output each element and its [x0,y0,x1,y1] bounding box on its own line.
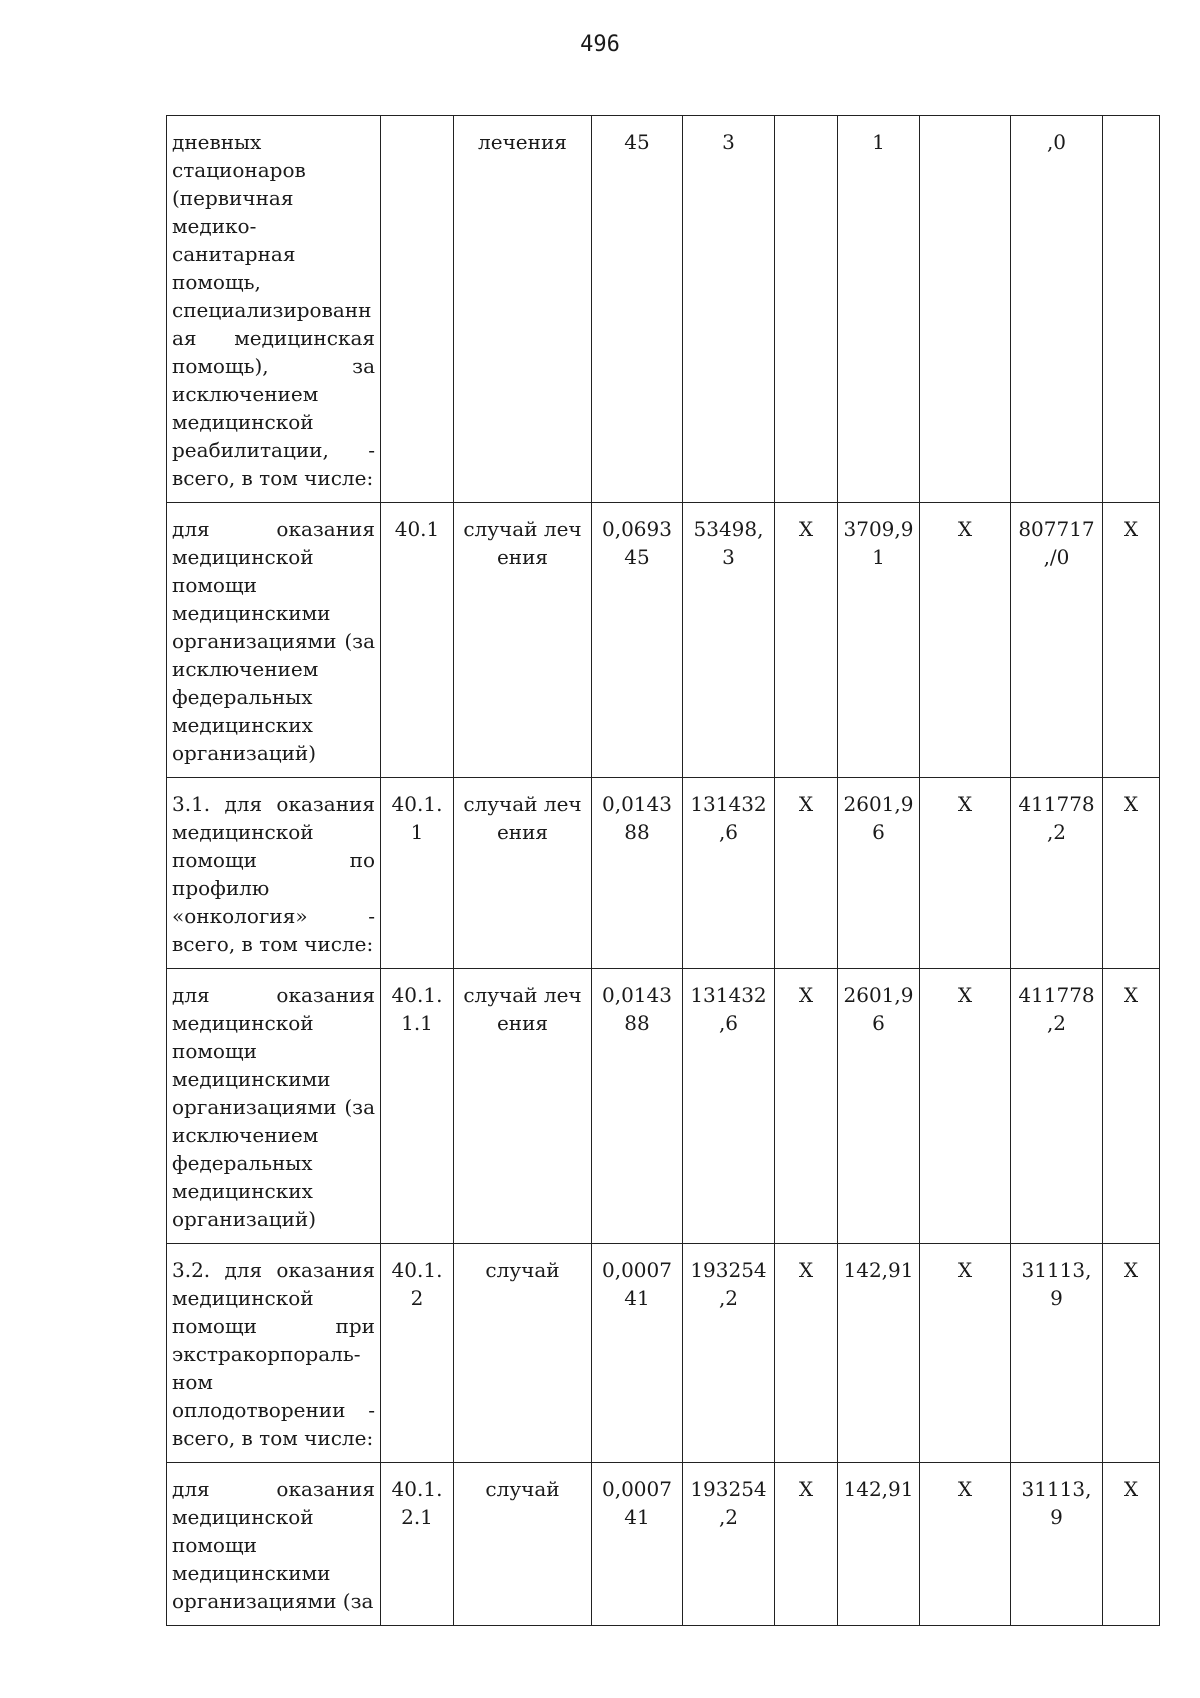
row-code [381,116,454,503]
row-cell-5: 3 [683,116,775,503]
row-unit: случай [454,1463,592,1626]
row-cell-4: 0,0007 41 [592,1244,683,1463]
row-description: дневных стационаров (первичная медико-санитарная помощь, специализированн ая медицинская помощь), за исключением медицинской реабилитации, - всего, в том числе: [167,116,381,503]
page-number: 496 [580,32,620,57]
row-cell-7: 2601,9 6 [838,969,920,1244]
row-cell-8: X [920,503,1011,778]
row-cell-10: X [1103,1244,1160,1463]
table-row [167,969,1160,1244]
table-row [167,1244,1160,1463]
row-code: 40.1. 2.1 [381,1463,454,1626]
row-cell-7: 2601,9 6 [838,778,920,969]
row-unit: случай [454,1244,592,1463]
row-cell-5: 193254 ,2 [683,1463,775,1626]
row-cell-10: X [1103,503,1160,778]
row-code: 40.1. 2 [381,1244,454,1463]
row-cell-9: ,0 [1011,116,1103,503]
row-cell-4: 0,0007 41 [592,1463,683,1626]
row-cell-9: 411778 ,2 [1011,969,1103,1244]
row-description: для оказания медицинской помощи медицинскими организациями (за исключением федеральных медицинских организаций) [167,503,381,778]
row-cell-6: X [775,969,838,1244]
row-cell-7: 142,91 [838,1244,920,1463]
row-cell-10: X [1103,969,1160,1244]
row-cell-5: 193254 ,2 [683,1244,775,1463]
row-cell-9: 411778 ,2 [1011,778,1103,969]
table-row [167,778,1160,969]
row-unit: случай лечения [454,778,592,969]
row-cell-6 [775,116,838,503]
row-cell-10: X [1103,778,1160,969]
data-table [166,115,1160,1626]
row-cell-4: 0,0143 88 [592,969,683,1244]
row-cell-9: 31113, 9 [1011,1244,1103,1463]
table-row [167,1463,1160,1626]
row-cell-10: X [1103,1463,1160,1626]
row-description: для оказания медицинской помощи медицинскими организациями (за [167,1463,381,1626]
row-cell-6: X [775,778,838,969]
row-cell-5: 131432 ,6 [683,778,775,969]
row-cell-5: 131432 ,6 [683,969,775,1244]
row-unit: случай лечения [454,969,592,1244]
row-cell-4: 45 [592,116,683,503]
row-cell-6: X [775,1463,838,1626]
row-cell-7: 1 [838,116,920,503]
row-cell-4: 0,0693 45 [592,503,683,778]
row-cell-6: X [775,503,838,778]
row-cell-7: 3709,9 1 [838,503,920,778]
row-cell-7: 142,91 [838,1463,920,1626]
row-cell-9: 807717 ,/0 [1011,503,1103,778]
row-cell-4: 0,0143 88 [592,778,683,969]
row-cell-10 [1103,116,1160,503]
row-code: 40.1. 1.1 [381,969,454,1244]
row-cell-8: X [920,1463,1011,1626]
row-cell-8: X [920,1244,1011,1463]
row-description: для оказания медицинской помощи медицинскими организациями (за исключением федеральных медицинских организаций) [167,969,381,1244]
row-unit: лечения [454,116,592,503]
table-row [167,503,1160,778]
row-cell-6: X [775,1244,838,1463]
row-unit: случай лечения [454,503,592,778]
row-cell-8 [920,116,1011,503]
row-cell-5: 53498, 3 [683,503,775,778]
table-body [167,116,1160,1626]
table-row [167,116,1160,503]
row-cell-8: X [920,778,1011,969]
row-description: 3.2. для оказания медицинской помощи при экстракорпораль-ном оплодотворении - всего, в том числе: [167,1244,381,1463]
row-code: 40.1. 1 [381,778,454,969]
row-cell-9: 31113, 9 [1011,1463,1103,1626]
row-cell-8: X [920,969,1011,1244]
row-code: 40.1 [381,503,454,778]
row-description: 3.1. для оказания медицинской помощи по профилю «онкология» - всего, в том числе: [167,778,381,969]
